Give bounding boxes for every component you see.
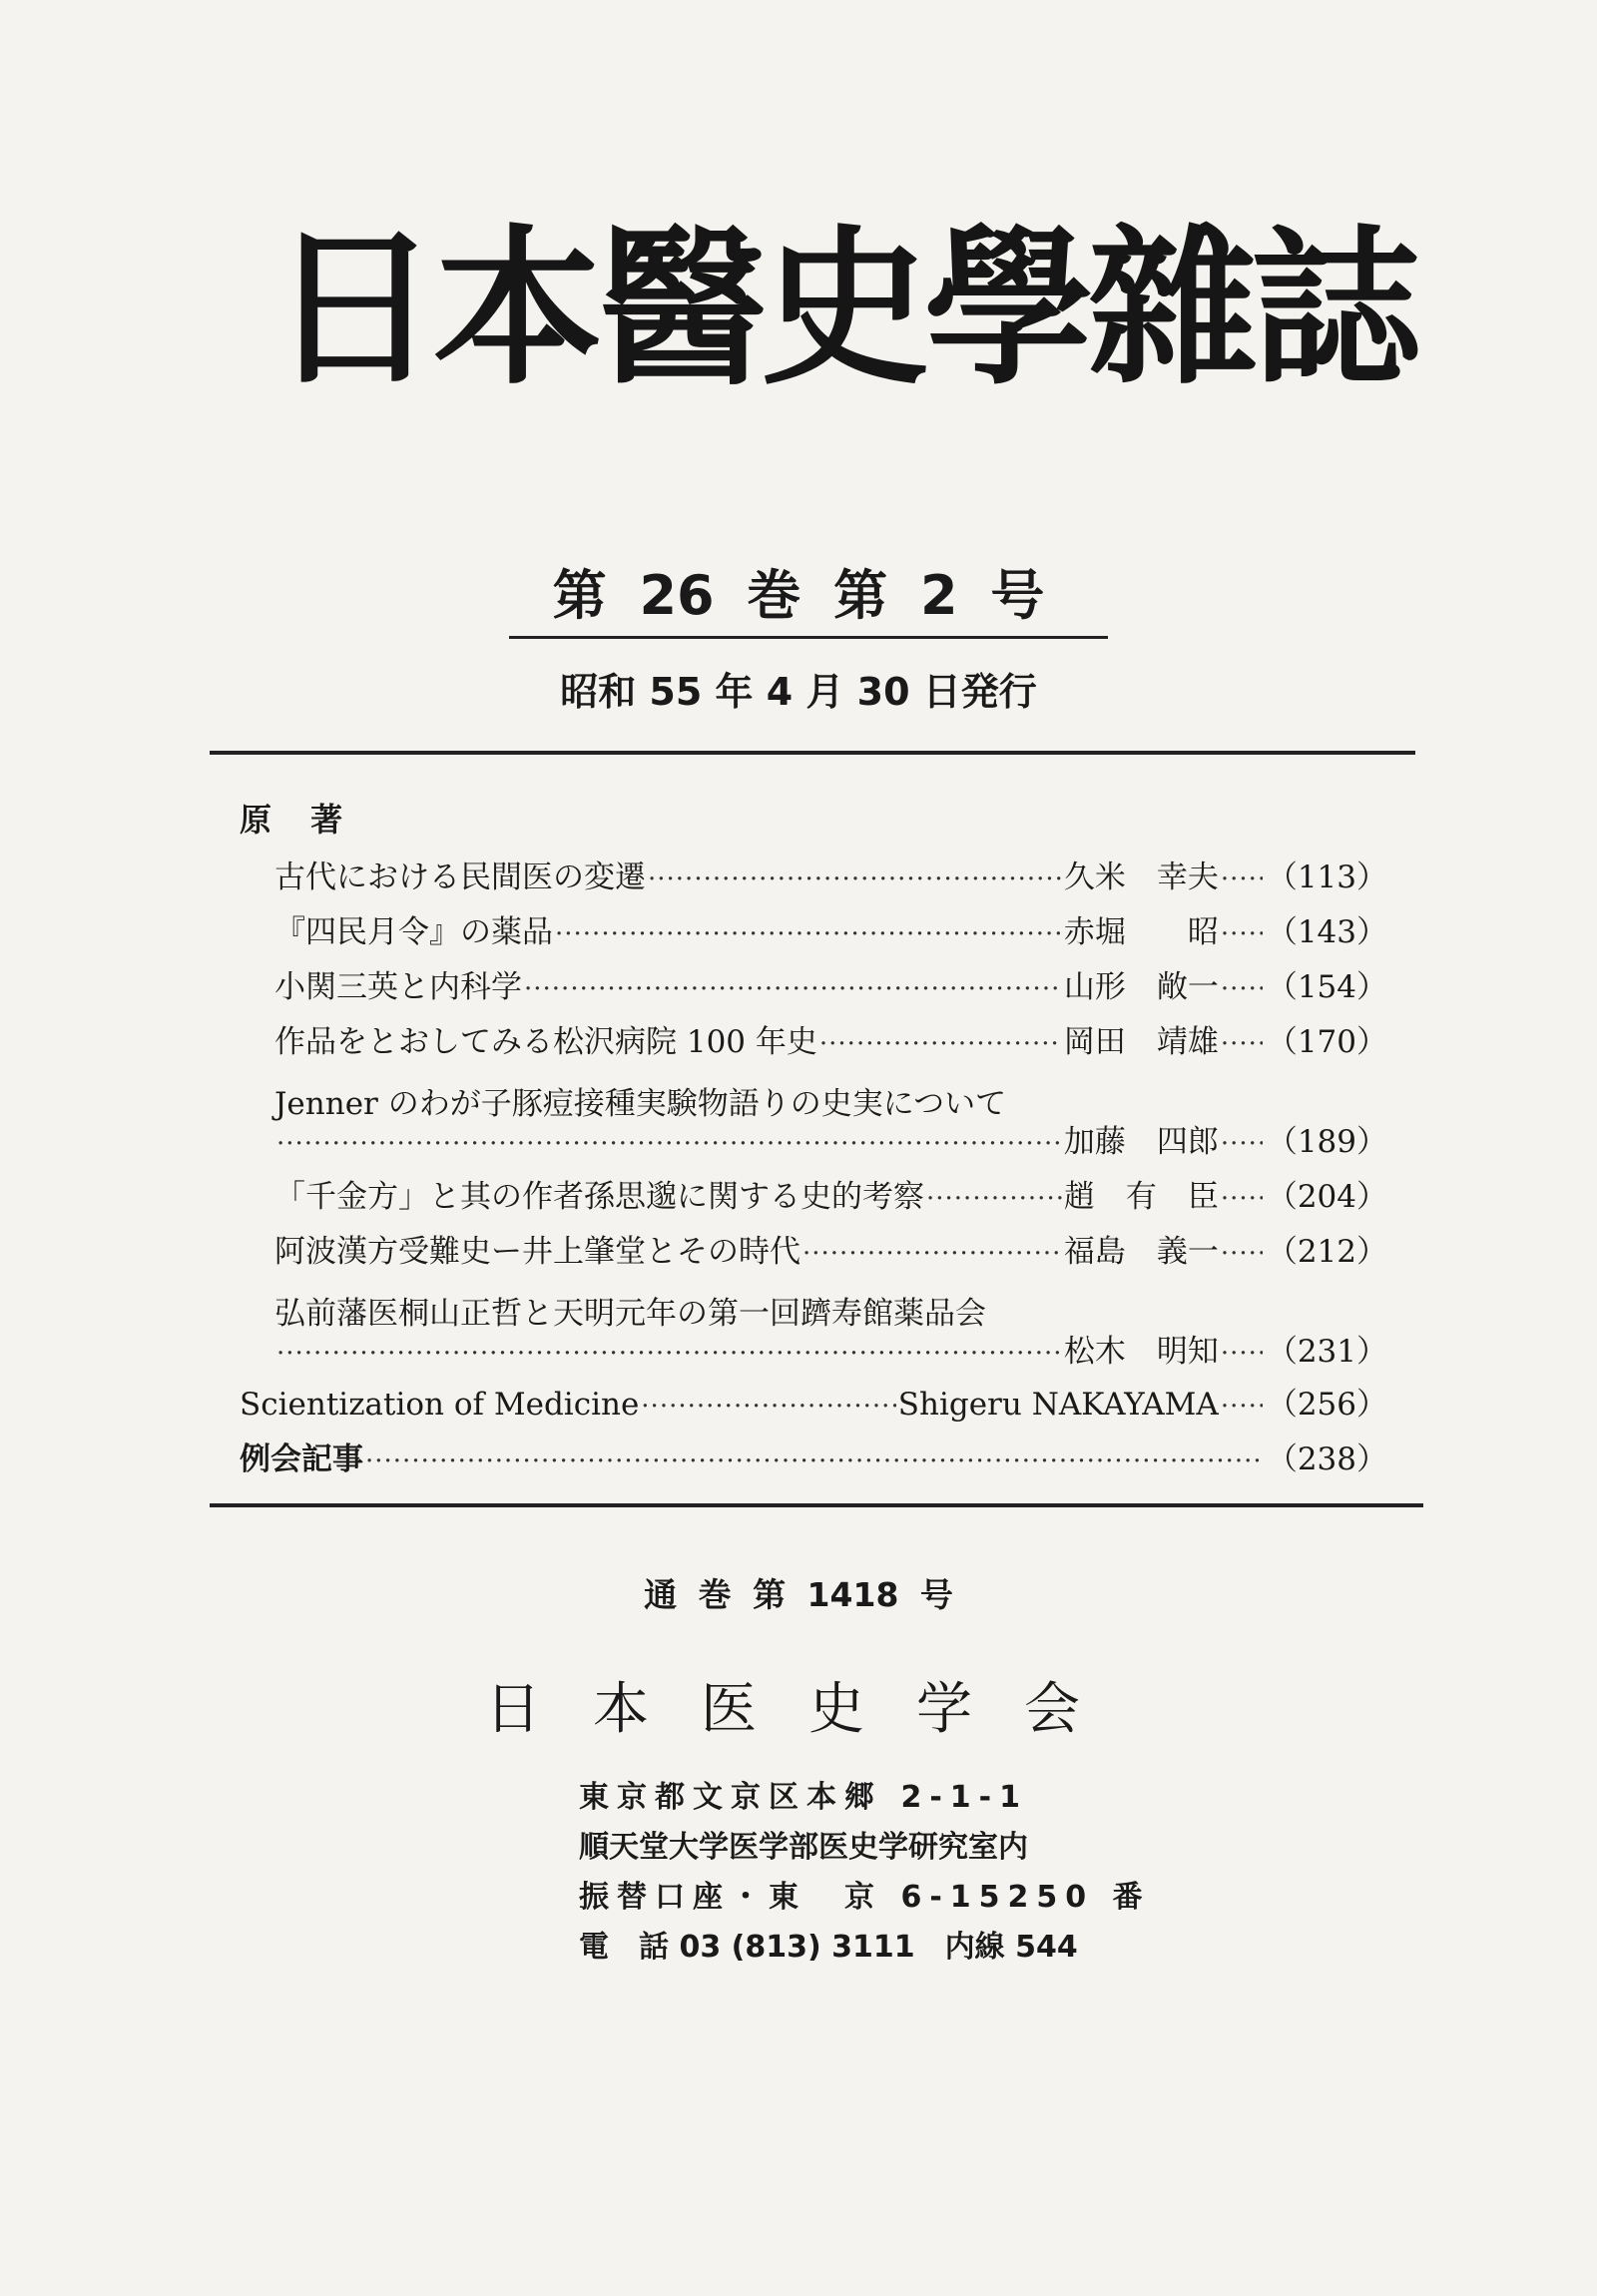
- toc-entry-title: 「千金方」と其の作者孫思邈に関する史的考察: [274, 1179, 924, 1215]
- toc-entry-page: （256）: [1266, 1387, 1387, 1423]
- toc-entry-page: （231）: [1266, 1334, 1387, 1370]
- dot-leader: [555, 920, 1062, 949]
- toc-entry-author: 赤堀 昭: [1063, 914, 1219, 950]
- toc-entry: [274, 1025, 1387, 1059]
- toc-entry-title: 弘前藩医桐山正哲と天明元年の第一回躋寿館薬品会: [274, 1296, 986, 1332]
- toc-entry-title: Scientization of Medicine: [240, 1387, 640, 1423]
- toc-entry-page: （170）: [1266, 1024, 1387, 1060]
- journal-title: 日本醫史學雜誌: [269, 211, 1416, 408]
- title-divider: [509, 636, 1108, 639]
- dot-leader: [1221, 1185, 1263, 1214]
- dot-leader: [276, 1130, 1062, 1159]
- toc-entry-author: 山形 敞一: [1063, 969, 1219, 1005]
- dot-leader: [819, 1030, 1062, 1059]
- toc-entry-page: （238）: [1266, 1441, 1387, 1477]
- dot-leader: [365, 1447, 1263, 1476]
- dot-leader: [1221, 1030, 1263, 1059]
- toc-entry: [274, 915, 1387, 949]
- toc-entry-title: 作品をとおしてみる松沢病院 100 年史: [274, 1024, 817, 1060]
- volume-issue: 第 26 巻 第 2 号: [552, 564, 1045, 627]
- phone-number: 電 話 03 (813) 3111 内線 544: [579, 1930, 1078, 1965]
- dot-leader: [1221, 975, 1263, 1004]
- dot-leader: [1221, 920, 1263, 949]
- toc-entry-author: 加藤 四郎: [1063, 1124, 1219, 1160]
- dot-leader: [926, 1185, 1062, 1214]
- dot-leader: [1221, 1130, 1263, 1159]
- toc-entry: [274, 1180, 1387, 1214]
- dot-leader: [1221, 1393, 1263, 1422]
- toc-entry-page: （204）: [1266, 1179, 1387, 1215]
- dot-leader: [802, 1240, 1062, 1269]
- toc-top-rule: [210, 751, 1415, 755]
- transfer-account: 振替口座・東 京 6-15250 番: [579, 1880, 1151, 1915]
- section-heading: 原 著: [240, 801, 357, 839]
- toc-entry-page: （189）: [1266, 1124, 1387, 1160]
- toc-entry-english: [240, 1388, 1387, 1422]
- toc-entry-title: 阿波漢方受難史ー井上肇堂とその時代: [274, 1234, 800, 1270]
- toc-entry-author: 松木 明知: [1063, 1334, 1219, 1370]
- serial-number: 通 巻 第 1418 号: [644, 1575, 953, 1614]
- toc-entry-meeting: [240, 1442, 1387, 1476]
- toc-entry: [274, 1125, 1387, 1159]
- toc-bottom-rule: [210, 1503, 1423, 1507]
- address-line: 東京都文京区本郷 2-1-1: [579, 1780, 1028, 1815]
- dot-leader: [1221, 865, 1263, 894]
- publication-date: 昭和 55 年 4 月 30 日発行: [560, 670, 1037, 714]
- toc-entry-author: 久米 幸夫: [1063, 860, 1219, 895]
- toc-entry: [274, 1235, 1387, 1269]
- dot-leader: [1221, 1340, 1263, 1369]
- address-line: 順天堂大学医学部医史学研究室内: [579, 1830, 1028, 1865]
- toc-entry-title: Jenner のわが子豚痘接種実験物語りの史実について: [274, 1086, 1007, 1122]
- dot-leader: [524, 975, 1062, 1004]
- toc-entry-page: （143）: [1266, 914, 1387, 950]
- dot-leader: [641, 1393, 895, 1422]
- toc-entry: [274, 1335, 1387, 1369]
- dot-leader: [648, 865, 1062, 894]
- society-name: 日本医史学会: [485, 1677, 1132, 1742]
- toc-entry-author: 岡田 靖雄: [1063, 1024, 1219, 1060]
- toc-entry: [274, 970, 1387, 1004]
- dot-leader: [276, 1340, 1062, 1369]
- toc-entry-page: （154）: [1266, 969, 1387, 1005]
- toc-entry-title: 例会記事: [240, 1441, 363, 1477]
- dot-leader: [1221, 1240, 1263, 1269]
- toc-entry-page: （212）: [1266, 1234, 1387, 1270]
- toc-entry-author: Shigeru NAKAYAMA: [897, 1387, 1219, 1423]
- toc-entry-author: 趙 有 臣: [1063, 1179, 1219, 1215]
- toc-entry-page: （113）: [1266, 860, 1387, 895]
- toc-entry-author: 福島 義一: [1063, 1234, 1219, 1270]
- toc-entry-title: 小関三英と内科学: [274, 969, 522, 1005]
- toc-entry-title: 古代における民間医の変遷: [274, 860, 646, 895]
- toc-entry-title: 『四民月令』の薬品: [274, 914, 553, 950]
- toc-entry: [274, 861, 1387, 894]
